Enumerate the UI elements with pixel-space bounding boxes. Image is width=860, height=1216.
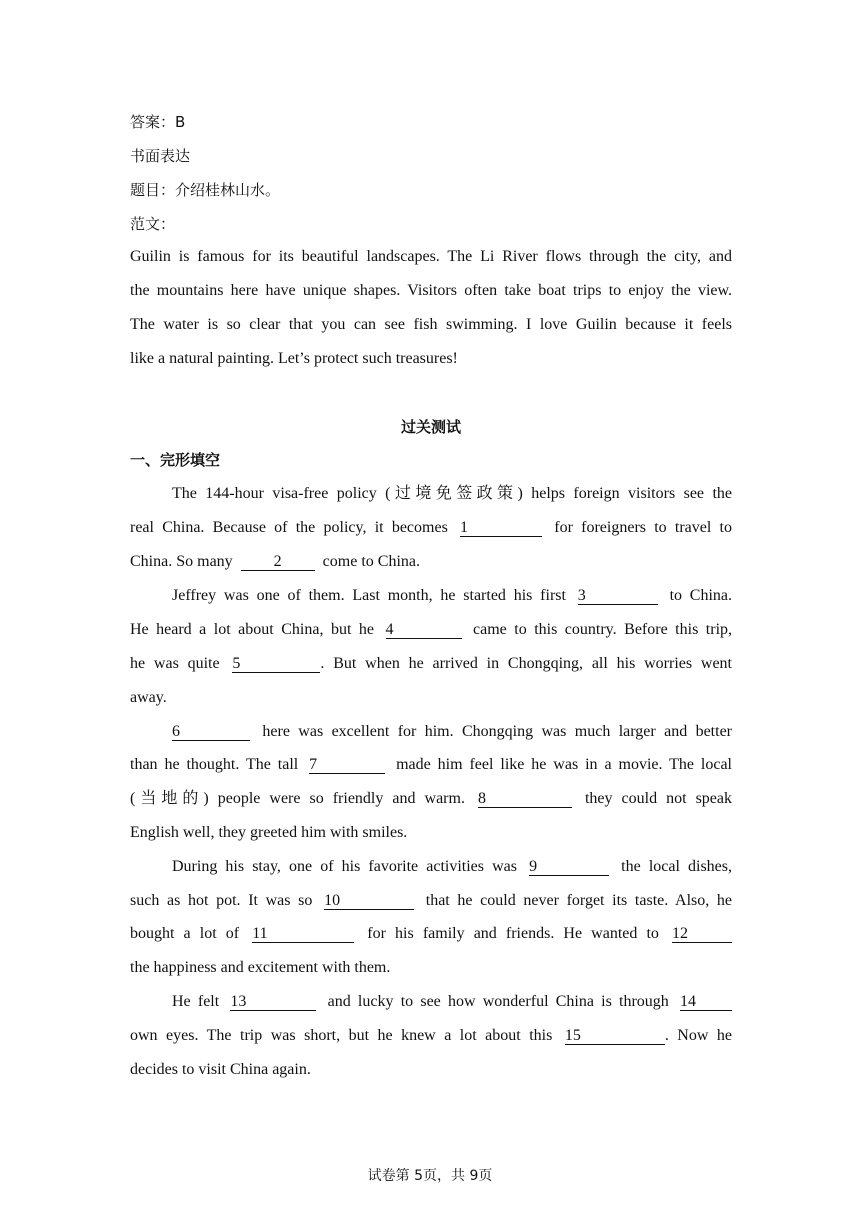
cloze-paragraph-line: (当地的) people were so friendly and warm. 8 they could not speak <box>130 790 732 807</box>
cloze-paragraph-line: He felt 13 and lucky to see how wonderful China is through 14 <box>130 992 732 1012</box>
cloze-paragraph-line: China. So many 2 come to China. <box>130 553 420 570</box>
cloze-paragraph-line: The 144-hour visa-free policy (过境免签政策) helps foreign visitors see the <box>172 485 732 502</box>
blank-12[interactable]: 12 <box>672 925 732 943</box>
cloze-paragraph-line: such as hot pot. It was so 10 that he could never forget its taste. Also, he <box>130 892 733 909</box>
cloze-section-heading: 一、完形填空 <box>130 451 221 469</box>
page-footer: 试卷第 5页，共 9页 <box>367 1168 493 1184</box>
writing-topic: 题目：介绍桂林山水。 <box>130 181 281 199</box>
sample-label: 范文： <box>130 215 176 233</box>
blank-4[interactable]: 4 <box>386 621 462 639</box>
cloze-paragraph-line: decides to visit China again. <box>130 1061 311 1078</box>
blank-10[interactable]: 10 <box>324 892 414 910</box>
blank-9[interactable]: 9 <box>529 858 609 876</box>
cloze-paragraph-line: He heard a lot about China, but he 4 came to this country. Before this trip, <box>130 621 733 638</box>
blank-13[interactable]: 13 <box>230 993 316 1011</box>
answer-line: 答案：B <box>130 113 186 131</box>
cloze-paragraph-line: he was quite 5 . But when he arrived in Chongqing, all his worries went <box>130 655 733 672</box>
cloze-paragraph-line: 6 here was excellent for him. Chongqing was much larger and better <box>172 723 733 740</box>
cloze-paragraph-line: real China. Because of the policy, it becomes 1 for foreigners to travel to <box>130 519 733 536</box>
blank-6[interactable]: 6 <box>172 723 250 741</box>
sample-essay-line: like a natural painting. Let’s protect such treasures! <box>130 350 458 367</box>
cloze-paragraph-line: Jeffrey was one of them. Last month, he started his first 3 to China. <box>172 587 733 604</box>
cloze-paragraph-line: the happiness and excitement with them. <box>130 959 391 976</box>
writing-section-heading: 书面表达 <box>130 147 191 165</box>
cloze-paragraph-line: bought a lot of 11 for his family and friends. He wanted to 12 <box>130 924 732 944</box>
blank-7[interactable]: 7 <box>309 756 385 774</box>
cloze-paragraph-line: away. <box>130 689 167 706</box>
blank-15[interactable]: 15 <box>565 1027 665 1045</box>
blank-11[interactable]: 11 <box>252 925 354 943</box>
blank-2[interactable]: 2 <box>241 553 315 571</box>
sample-essay-line: Guilin is famous for its beautiful landscapes. The Li River flows through the city, and <box>130 248 732 265</box>
cloze-paragraph-line: English well, they greeted him with smiles. <box>130 824 408 841</box>
blank-1[interactable]: 1 <box>460 519 542 537</box>
cloze-paragraph-line: During his stay, one of his favorite activities was 9 the local dishes, <box>172 858 732 875</box>
cloze-paragraph-line: than he thought. The tall 7 made him feel like he was in a movie. The local <box>130 756 733 773</box>
sample-essay-line: the mountains here have unique shapes. Visitors often take boat trips to enjoy the view. <box>130 282 732 299</box>
sample-essay-line: The water is so clear that you can see fish swimming. I love Guilin because it feels <box>130 316 732 333</box>
blank-8[interactable]: 8 <box>478 790 572 808</box>
blank-14[interactable]: 14 <box>680 993 732 1011</box>
cloze-paragraph-line: own eyes. The trip was short, but he knew a lot about this 15 . Now he <box>130 1027 733 1044</box>
test-title: 过关测试 <box>400 418 461 436</box>
blank-3[interactable]: 3 <box>578 587 658 605</box>
blank-5[interactable]: 5 <box>232 655 320 673</box>
